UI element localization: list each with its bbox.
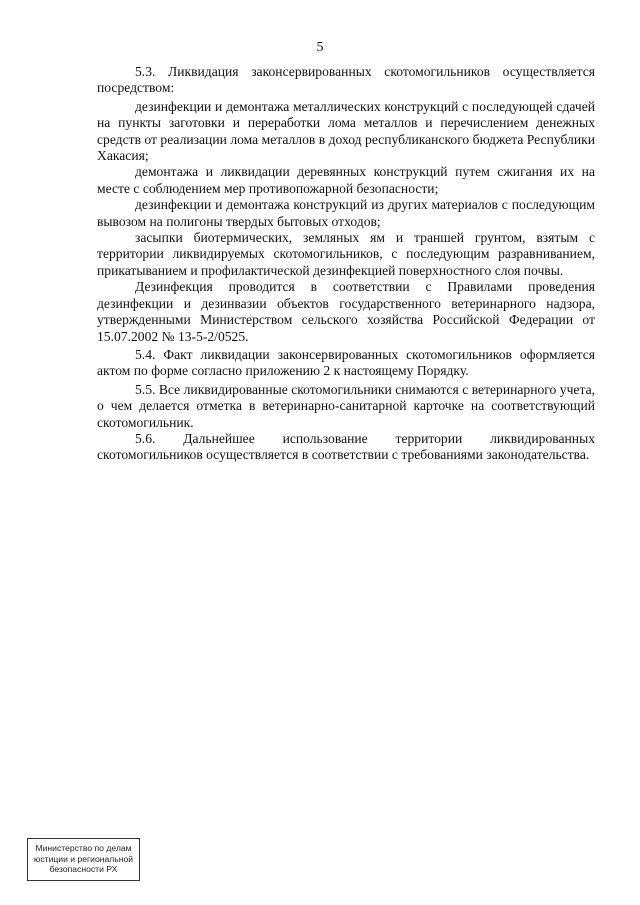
paragraph-5-4: 5.4. Факт ликвидации законсервированных скотомогильников оформляется актом по форме согласно приложению 2 к настоящему Порядку. <box>97 346 595 379</box>
stamp-line-3: безопасности РХ <box>49 864 118 875</box>
paragraph-5-6: 5.6. Дальнейшее использование территории ликвидированных скотомогильников осуществляется в соответствии с требованиями законодательства. <box>97 430 595 463</box>
list-item-backfill: засыпки биотермических, земляных ям и траншей грунтом, взятым с территории ликвидируемых скотомогильников, с последующим разравниванием, прикатыванием и профилактической дезинфекцией поверхностного слоя почвы. <box>97 230 595 278</box>
list-item-other: дезинфекции и демонтажа конструкций из других материалов с последующим вывозом на полигоны твердых бытовых отходов; <box>97 197 595 229</box>
paragraph-5-3: 5.3. Ликвидация законсервированных скотомогильников осуществляется посредством: <box>97 64 595 96</box>
paragraph-disinfection: Дезинфекция проводится в соответствии с Правилами проведения дезинфекции и дезинвазии объектов государственного ветеринарного надзора, утвержденными Министерством сельского хозяйства Российской Федерации от 15.07.2002 № 13-5-2/0525. <box>97 279 595 344</box>
list-item-metal: дезинфекции и демонтажа металлических конструкций с последующей сдачей на пункты заготовки и переработки лома металлов и перечислением денежных средств от реализации лома металлов в доход республиканского бюджета Республики Хакасия; <box>97 98 595 164</box>
stamp-line-2: юстиции и региональной <box>33 853 134 864</box>
document-body <box>97 64 595 464</box>
paragraph-5-5: 5.5. Все ликвидированные скотомогильники снимаются с ветеринарного учета, о чем делается отметка в ветеринарно-санитарной карточке на соответствующий скотомогильник. <box>97 381 595 430</box>
stamp-line-1: Министерство по делам <box>35 843 132 853</box>
registration-stamp <box>27 838 140 881</box>
list-item-wood: демонтажа и ликвидации деревянных конструкций путем сжигания их на месте с соблюдением мер противопожарной безопасности; <box>97 164 595 196</box>
page-number: 5 <box>316 40 324 55</box>
